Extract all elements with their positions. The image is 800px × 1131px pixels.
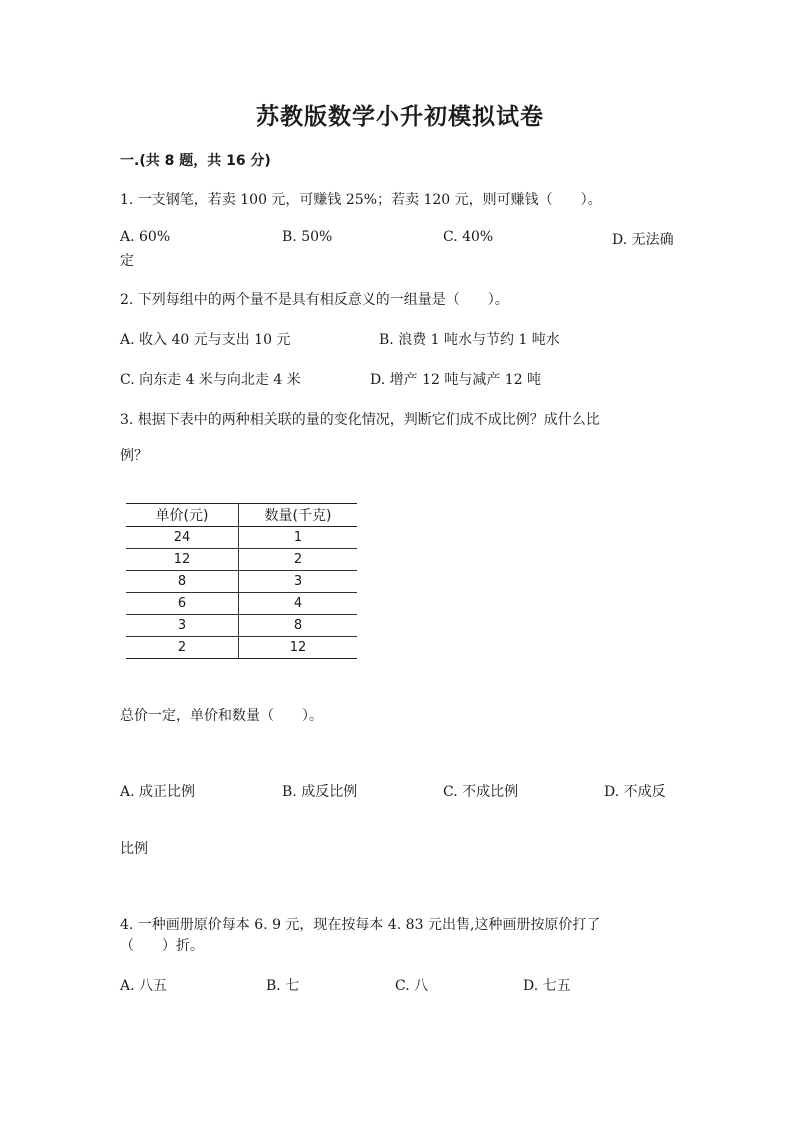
q1-option-c: C. 40%: [443, 229, 494, 245]
question-3-stem-continued: 例？: [120, 448, 148, 464]
table-cell: 12: [239, 637, 358, 659]
table-cell: 2: [126, 637, 239, 659]
q1-option-a: A. 60%: [120, 229, 171, 245]
q1-option-d: D. 无法确: [612, 232, 674, 248]
q4-option-c: C. 八: [395, 978, 429, 994]
question-4-stem-continued: （ ）折。: [120, 938, 204, 954]
question-4-stem: 4. 一种画册原价每本 6. 9 元，现在按每本 4. 83 元出售,这种画册按原价打了: [120, 917, 601, 933]
table-cell: 8: [126, 571, 239, 593]
table-row: [126, 549, 357, 571]
table-cell: 12: [126, 549, 239, 571]
q3-option-c: C. 不成比例: [443, 784, 519, 800]
table-row: [126, 527, 357, 549]
q3-option-a: A. 成正比例: [120, 784, 196, 800]
q3-option-d: D. 不成反: [604, 784, 666, 800]
q1-option-b: B. 50%: [282, 229, 333, 245]
table-row: [126, 571, 357, 593]
table-cell: 1: [239, 527, 358, 549]
table-cell: 4: [239, 593, 358, 615]
q3-prompt: 总价一定，单价和数量（ ）。: [120, 708, 323, 724]
table-row: [126, 615, 357, 637]
q4-option-a: A. 八五: [120, 978, 168, 994]
q2-option-a: A. 收入 40 元与支出 10 元: [120, 332, 291, 348]
section-heading: 一.(共 8 题，共 16 分): [120, 153, 271, 169]
q3-option-b: B. 成反比例: [282, 784, 358, 800]
q1-option-d-continued: 定: [120, 253, 134, 269]
table-cell: 3: [126, 615, 239, 637]
table-header-quantity: 数量(千克): [239, 504, 358, 527]
table-cell: 8: [239, 615, 358, 637]
q2-option-c: C. 向东走 4 米与向北走 4 米: [120, 372, 301, 388]
table-header-unit-price: 单价(元): [126, 504, 239, 527]
table-row: [126, 637, 357, 659]
table-header-row: [126, 504, 357, 527]
table-row: [126, 593, 357, 615]
q4-option-b: B. 七: [266, 978, 300, 994]
q2-option-d: D. 增产 12 吨与减产 12 吨: [370, 372, 542, 388]
question-3-stem: 3. 根据下表中的两种相关联的量的变化情况，判断它们成不成比例？成什么比: [120, 412, 600, 428]
question-1-stem: 1. 一支钢笔，若卖 100 元，可赚钱 25%；若卖 120 元，则可赚钱（ ）。: [120, 192, 602, 208]
table-cell: 24: [126, 527, 239, 549]
table-cell: 2: [239, 549, 358, 571]
table-cell: 3: [239, 571, 358, 593]
q2-option-b: B. 浪费 1 吨水与节约 1 吨水: [379, 332, 560, 348]
q4-option-d: D. 七五: [523, 978, 571, 994]
table-cell: 6: [126, 593, 239, 615]
q3-option-d-continued: 比例: [120, 841, 148, 857]
price-quantity-table: [126, 503, 357, 659]
question-2-stem: 2. 下列每组中的两个量不是具有相反意义的一组量是（ ）。: [120, 292, 509, 308]
page-title: 苏教版数学小升初模拟试卷: [256, 103, 544, 130]
